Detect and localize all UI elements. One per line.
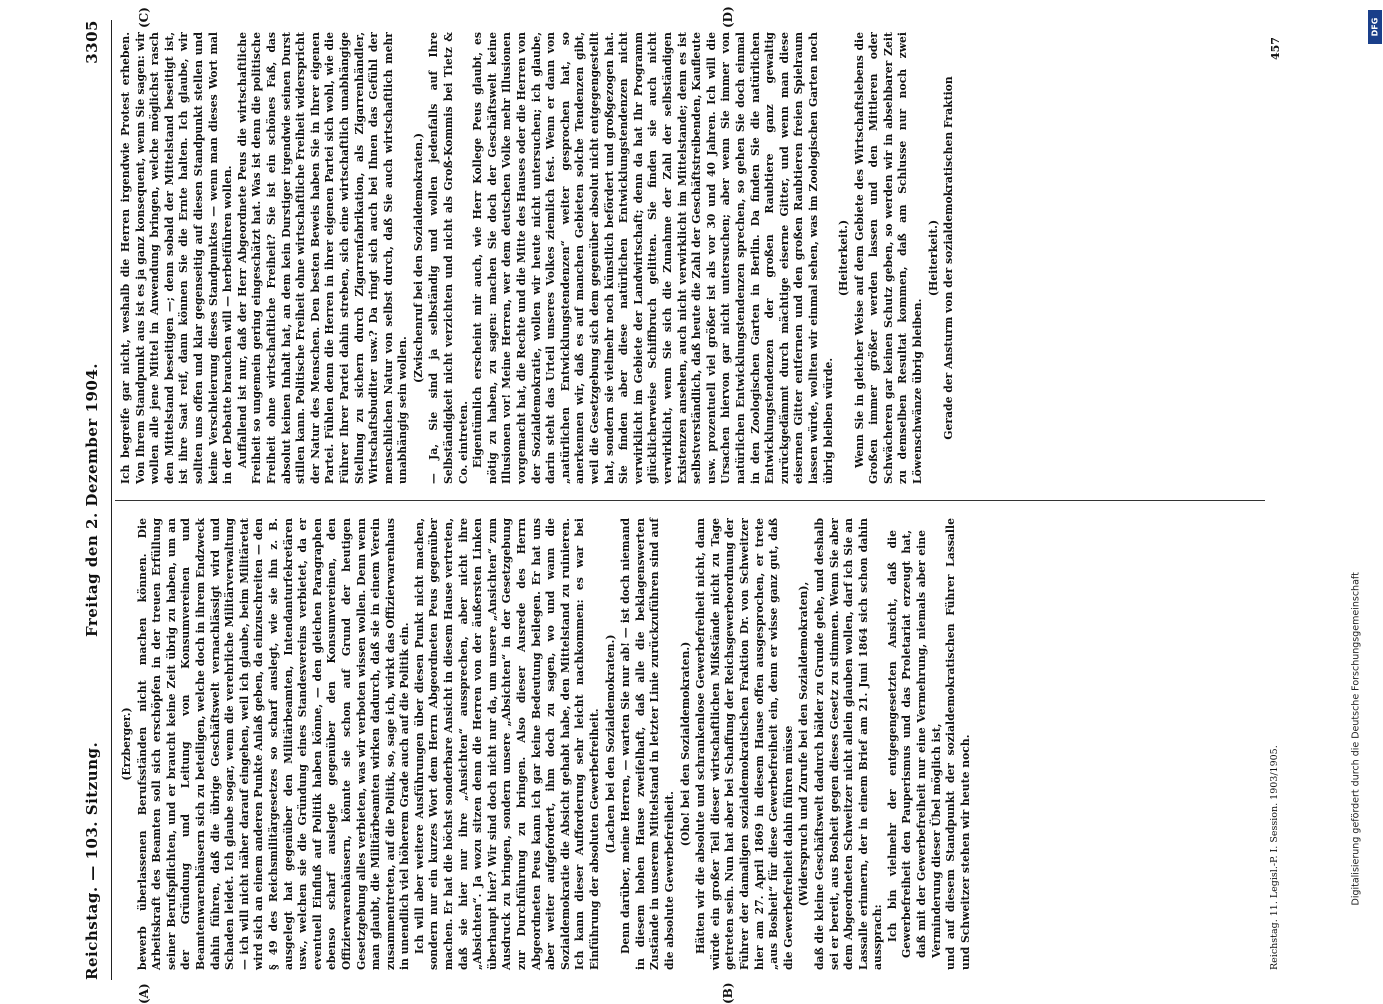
header-date: Freitag den 2. Dezember 1904. xyxy=(83,20,101,980)
logo-text: DFG xyxy=(1371,18,1380,37)
right-column xyxy=(119,32,958,484)
block-quote: Ich bin vielmehr der entgegengesetzten Ansicht, daß die Gewerbefreiheit den Pauperismus und das Proletariat erzeugt hat, daß mit der Gewerbefreiheit nur eine Vermehrung, niemals aber eine Verminderung dieser Übel möglich ist, xyxy=(886,518,944,970)
rotated-page xyxy=(41,20,1341,980)
paragraph: Auffallend ist nur, daß der Herr Abgeordnete Peus die wirtschaftliche Freiheit so ungemein gering eingeschätzt hat. Was ist denn die politische Freiheit ohne wirtschaftliche Freiheit? Sie ist ein schönes Faß, das absolut keinen Inhalt hat, an dem kein Durstiger irgendwie seinen Durst stillen kann. Politische Freiheit ohne wirtschaftliche Freiheit widerspricht der Natur des Menschen. Den besten Beweis haben Sie in Ihrer eigenen Partei. Fühlen denn die Herren in ihrer eigenen Partei sich wohl, wie die Führer Ihrer Partei dahin streben, sich eine wirtschaftlich unabhängige Stellung zu sichern durch Zigarrenfabrikation, als Zigarrenhändler, Wirtschaftsbuditer usw.? Da ringt sich auch bei Ihnen das Gefühl der menschlichen Natur von selbst durch, daß Sie auch wirtschaftlich mehr unabhängig sein wollen. xyxy=(236,32,411,484)
interjection: (Oho! bei den Sozialdemokraten.) xyxy=(679,518,694,970)
paragraph: Ich will aber weitere Ausführungen über diesen Punkt nicht machen, sondern nur ein kurzes Wort dem Herrn Abgeordneten Peus gegenüber machen. Er hat die höchst sonderbare Ansicht in diesem Hause vertreten, daß sie hier nur ihre „Ansichten“ aussprechen, aber nicht ihre „Absichten“. Ja wozu sitzen denn die Herren von der äußersten Linken überhaupt hier? Wir sind doch nicht nur da, um unsere „Ansichten“ zum Ausdruck zu bringen, sondern unsere „Absichten“ in der Gesetzgebung zur Durchführung zu bringen. Also dieser Ausrede des Herrn Abgeordneten Peus kann ich gar keine Bedeutung beilegen. Er hat uns aber weiter aufgefordert, ihm doch zu sagen, wo und wann die Sozialdemokratie die Absicht gehabt habe, den Mittelstand zu ruinieren. Ich kann dieser Aufforderung sehr leicht nachkommen: es war bei Einführung der absoluten Gewerbefreiheit. xyxy=(413,518,603,970)
margin-marker-d: (D) xyxy=(721,6,735,28)
interjection: (Lachen bei den Sozialdemokraten.) xyxy=(604,518,619,970)
header-rule xyxy=(111,20,112,980)
paragraph: Wenn Sie in gleicher Weise auf dem Gebiete des Wirtschaftslebens die Großen immer größer werden lassen und den Mittleren oder Schwächeren gar keinen Schutz geben, so werden wir in absehbarer Zeit zu demselben Resultat kommen, daß am Schlusse nur noch zwei Löwenschwänze übrig bleiben. xyxy=(853,32,926,484)
header-title: Reichstag. — 103. Sitzung. xyxy=(83,742,101,980)
paragraph: Ich begreife gar nicht, weshalb die Herren irgendwie Protest erheben. Von Ihrem Standpunkt aus ist es ja ganz konsequent, wenn Sie sagen: wir wollen alle jene Mittel in Anwendung bringen, welche möglichst rasch den Mittelstand beseitigen —; denn sobald der Mittelstand beseitigt ist, ist ihre Saat reif, dann können Sie die Ernte halten. Ich glaube, wir sollten uns offen und klar gegenseitig auf diesen Standpunkt stellen und keine Verschleierung dieses Standpunktes — wenn man dieses Wort mal in der Debatte brauchen will — herbeiführen wollen. xyxy=(119,32,236,484)
funding-credit xyxy=(1340,12,1372,988)
page-header xyxy=(83,20,109,980)
dfg-logo xyxy=(1368,10,1382,44)
paragraph: Hätten wir die absolute und schrankenlose Gewerbefreiheit nicht, dann würde ein großer Teil dieser wirtschaftlichen Mißstände nicht zu Tage getreten sein. Nun hat aber bei Schaffung der Reichsgewerbeordnung der Führer der damaligen sozialdemokratischen Fraktion Dr. von Schweitzer hier am 27. April 1869 in diesem Hause offen ausgesprochen, er trete „aus Bosheit“ für diese Gewerbefreiheit ein, denn er wisse ganz gut, daß die Gewerbefreiheit dahin führen müsse xyxy=(694,518,796,970)
footer-session: Reichstag. 11. Legisl.-P. I. Session. 1903/1905. xyxy=(1269,745,1280,970)
footer-sheet-number: 457 xyxy=(1269,37,1282,60)
margin-marker-b: (B) xyxy=(721,983,735,1004)
interjection: (Widerspruch und Zurufe bei den Sozialdemokraten), xyxy=(797,518,812,970)
speaker-name: (Erzberger.) xyxy=(120,518,135,970)
paragraph: Gerade der Ansturm von der sozialdemokratischen Fraktion xyxy=(942,32,957,484)
interjection: (Zwischenruf bei den Sozialdemokraten.) xyxy=(412,32,427,484)
paragraph: — Ja, Sie sind ja selbständig und wollen jedenfalls auf Ihre Selbständigkeit nicht verzichten und nicht als Groß-Kommis bei Tietz & Co. eintreten. xyxy=(427,32,471,484)
paragraph: bewerb überlassenen Berufsständen nicht machen können. Die Arbeitskraft des Beamten soll sich erschöpfen in der treuen Erfüllung seiner Berufspflichten, und er braucht keine Zeit übrig zu haben, um an der Gründung und Leitung von Konsumvereinen und Beamtenwarenhäusern sich zu beteiligen, welche doch in ihrem Endzweck dahin führen, daß die übrige Geschäftswelt vernachlässigt wird und Schaden leidet. Ich glaube sogar, wenn die verehrliche Militärverwaltung — ich will nicht näher darauf eingehen, weil ich glaube, beim Militäretat wird sich an einem anderen Punkte Anlaß geben, da einzuschreiten — den § 49 des Reichsmilitärgesetzes so scharf auslegt, wie sie ihn z. B. ausgelegt hat gegenüber den Militärbeamten, Intendanturfekretären usw., welchen sie die Gründung eines Standesvereins verbietet, da er eventuell Einfluß auf Politik haben könne, — den gleichen Paragraphen ebenso scharf auslegte gegenüber den Konsumvereinen, den Offizierwarenhäusern, könnte sie schon auf Grund der heutigen Gesetzgebung alles verbieten, was wir verboten wissen wollen. Denn wenn man glaubt, die Militärbeamten wirken dadurch, daß sie in einem Verein zusammentreten, auf die Politik, so, sage ich, wirkt das Offizierwarenhaus in unendlich viel höherem Grade auch auf die Politik ein. xyxy=(136,518,413,970)
interjection: (Heiterkeit.) xyxy=(837,32,852,484)
credit-text: Digitalisierung gefördert durch die Deutsche Forschungsgemeinschaft xyxy=(1351,106,1362,906)
page-number: 3305 xyxy=(83,20,101,64)
margin-marker-c: (C) xyxy=(137,7,151,28)
margin-marker-a: (A) xyxy=(137,983,151,1004)
paragraph: daß die kleine Geschäftswelt dadurch bälder zu Grunde gehe, und deshalb sei er bereit, aus Bosheit gegen dieses Gesetz zu stimmen. Wenn Sie aber dem Abgeordneten Schweitzer nicht allein glauben wollen, darf ich Sie an Lassalle erinnern, der in einem Brief am 21. Juni 1864 sich schon dahin aussprach: xyxy=(813,518,886,970)
paragraph: und auf diesem Standpunkt der sozialdemokratischen Führer Lassalle und Schweitzer stehen wir heute noch. xyxy=(944,518,973,970)
paragraph: Eigentümlich erscheint mir auch, wie Herr Kollege Peus glaubt, es nötig zu haben, zu sagen: machen Sie doch der Geschäftswelt keine Illusionen vor! Meine Herren, wer dem deutschen Volke mehr Illusionen vorgemacht hat, die Rechte und die Mitte des Hauses oder die Herren von der Sozialdemokratie, wollen wir heute nicht untersuchen; ich glaube, darin steht das Urteil unseres Volkes ziemlich fest. Wenn er dann von „natürlichen Entwicklungstendenzen“ weiter gesprochen hat, so anerkennen wir, daß es auf manchen Gebieten solche Tendenzen gibt, weil die Gesetzgebung sich dem gegenüber absolut nicht entgegengestellt hat, sondern sie vielmehr noch künstlich befördert und großgezogen hat. Sie finden aber diese natürlichen Entwicklungstendenzen nicht verwirklicht im Gebiete der Landwirtschaft; denn da hat Ihr Programm glücklicherweise Schiffbruch gelitten. Sie finden sie auch nicht verwirklicht, wenn Sie sich die Zunahme der Zahl der selbständigen Existenzen ansehen, auch nicht verwirklicht im Mittelstande; denn es ist selbstverständlich, daß heute die Zahl der Geschäftstreibenden, Kaufleute usw. prozentuell viel größer ist als vor 30 und 40 Jahren. Ich will die Ursachen hiervon gar nicht untersuchen; aber wenn Sie immer von natürlichen Entwicklungstendenzen sprechen, so gehen Sie doch einmal in den Zoologischen Garten in Berlin. Da finden Sie die natürlichen Entwicklungstendenzen der großen Raubtiere ganz gewaltig zurückgedämmt durch mächtige eiserne Gitter, und wenn man diese eisernen Gitter entfernen und den großen Raubtieren freien Spielraum lassen würde, wollten wir einmal sehen, was im Zoologischen Garten noch übrig bleiben würde. xyxy=(471,32,836,484)
paragraph: Denn darüber, meine Herren, — warten Sie nur ab! — ist doch niemand in diesem hohen Hause zweifelhaft, daß alle die beklagenswerten Zustände in unserem Mittelstand in letzter Linie zurückzuführen sind auf die absolute Gewerbefreiheit. xyxy=(619,518,677,970)
interjection: (Heiterkeit.) xyxy=(927,32,942,484)
left-column xyxy=(119,518,973,970)
column-divider xyxy=(115,500,1265,501)
